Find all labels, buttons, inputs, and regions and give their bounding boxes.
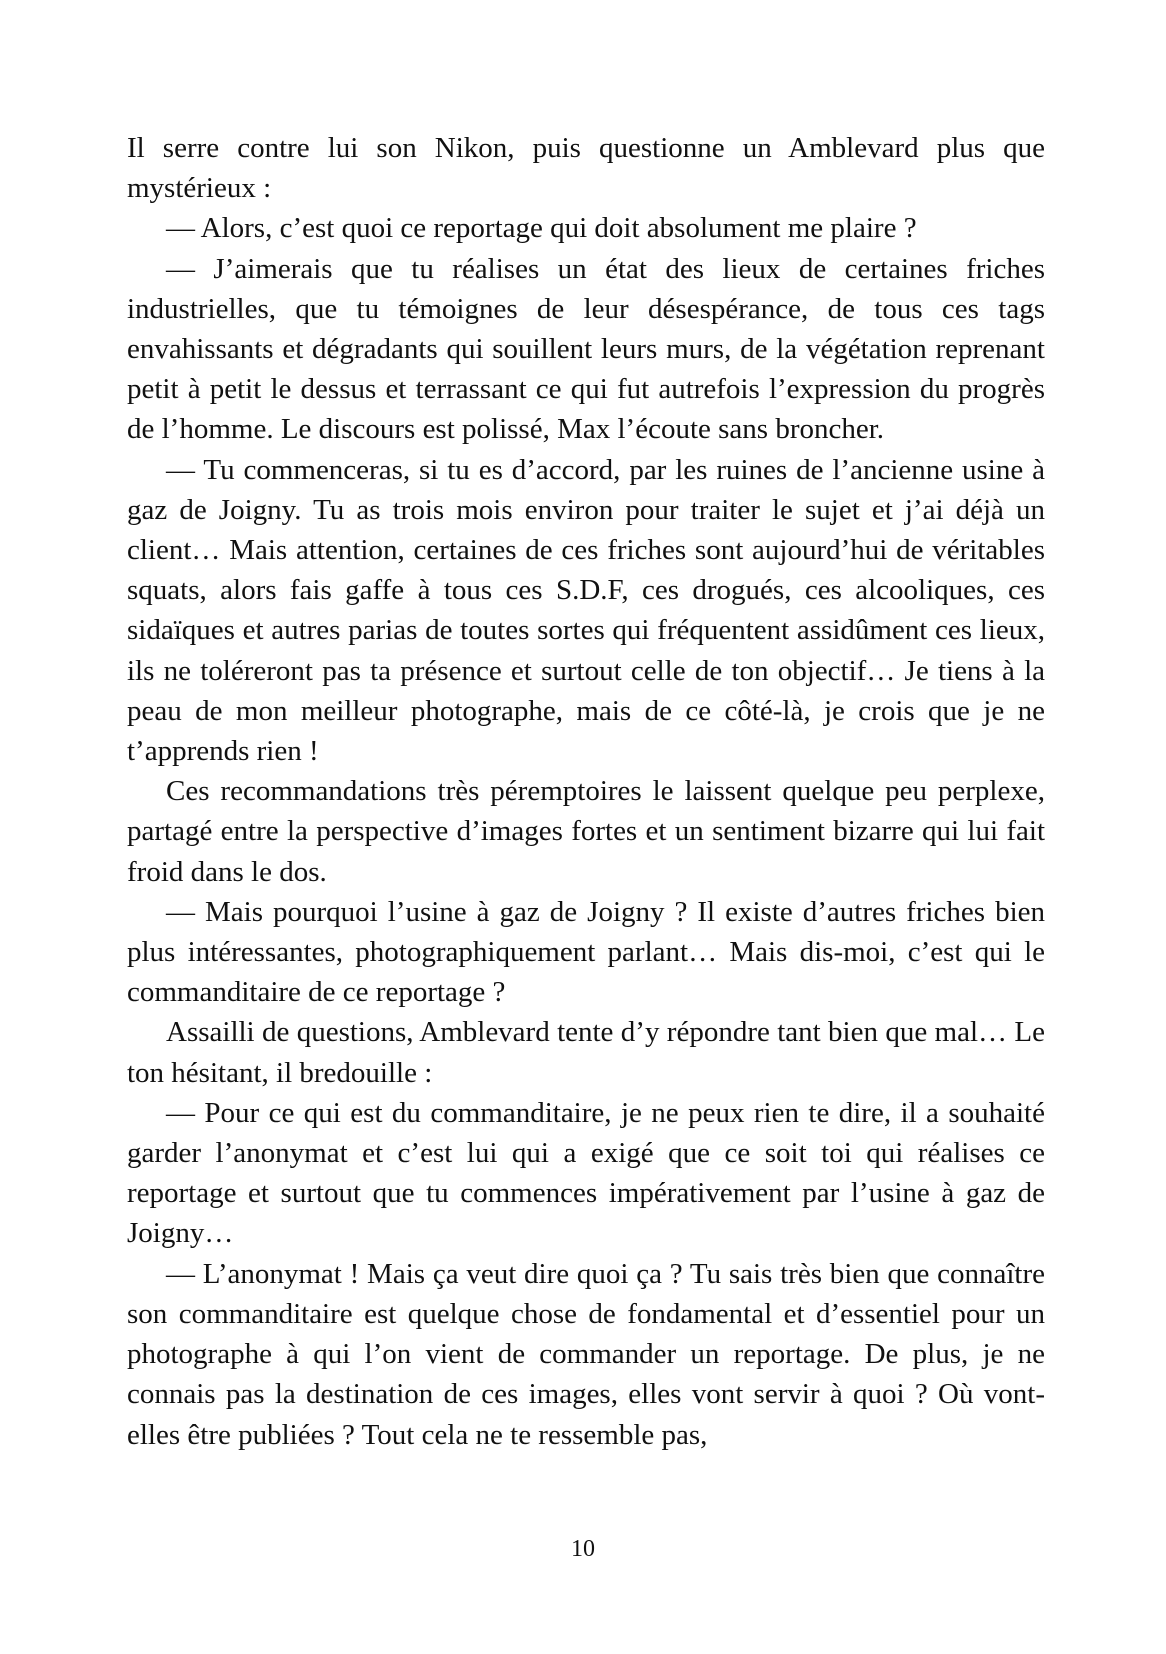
paragraph-8: — Pour ce qui est du commanditaire, je ne peux rien te dire, il a souhaité garder l’anonymat et c’est lui qui a exigé que ce soit toi qui réalises ce reportage et surtout que tu commences impérativement par l’usine à gaz de Joigny… (127, 1096, 1045, 1250)
page-number: 10 (571, 1536, 595, 1562)
paragraph-7: Assailli de questions, Amblevard tente d’y répondre tant bien que mal… Le ton hésitant, il bredouille : (127, 1016, 1045, 1089)
body-text (127, 128, 1045, 1455)
paragraph-3: — J’aimerais que tu réalises un état des lieux de certaines friches industrielles, que tu témoignes de leur désespérance, de tous ces tags envahissants et dégradants qui souillent leurs murs, de la végétation reprenant petit à petit le dessus et terrassant ce qui fut autrefois l’expression du progrès de l’homme. Le discours est polissé, Max l’écoute sans broncher. (127, 252, 1045, 446)
paragraph-9: — L’anonymat ! Mais ça veut dire quoi ça ? Tu sais très bien que connaître son commanditaire est quelque chose de fondamental et d’essentiel pour un photographe à qui l’on vient de commander un reportage. De plus, je ne connais pas la destination de ces images, elles vont servir à quoi ? Où vont-elles être publiées ? Tout cela ne te ressemble pas, (127, 1257, 1045, 1451)
paragraph-4: — Tu commenceras, si tu es d’accord, par les ruines de l’ancienne usine à gaz de Joigny. Tu as trois mois environ pour traiter le sujet et j’ai déjà un client… Mais attention, certaines de ces friches sont aujourd’hui de véritables squats, alors fais gaffe à tous ces S.D.F, ces drogués, ces alcooliques, ces sidaïques et autres parias de toutes sortes qui fréquentent assidûment ces lieux, ils ne toléreront pas ta présence et surtout celle de ton objectif… Je tiens à la peau de mon meilleur photographe, mais de ce côté-là, je crois que je ne t’apprends rien ! (127, 453, 1045, 768)
paragraph-6: — Mais pourquoi l’usine à gaz de Joigny ? Il existe d’autres friches bien plus intéressantes, photographiquement parlant… Mais dis-moi, c’est qui le commanditaire de ce reportage ? (127, 895, 1045, 1009)
paragraph-5: Ces recommandations très péremptoires le laissent quelque peu perplexe, partagé entre la perspective d’images fortes et un sentiment bizarre qui lui fait froid dans le dos. (127, 775, 1045, 888)
paragraph-2: — Alors, c’est quoi ce reportage qui doit absolument me plaire ? (166, 212, 917, 245)
paragraph-1: Il serre contre lui son Nikon, puis questionne un Amblevard plus que mystérieux : (127, 132, 1045, 205)
